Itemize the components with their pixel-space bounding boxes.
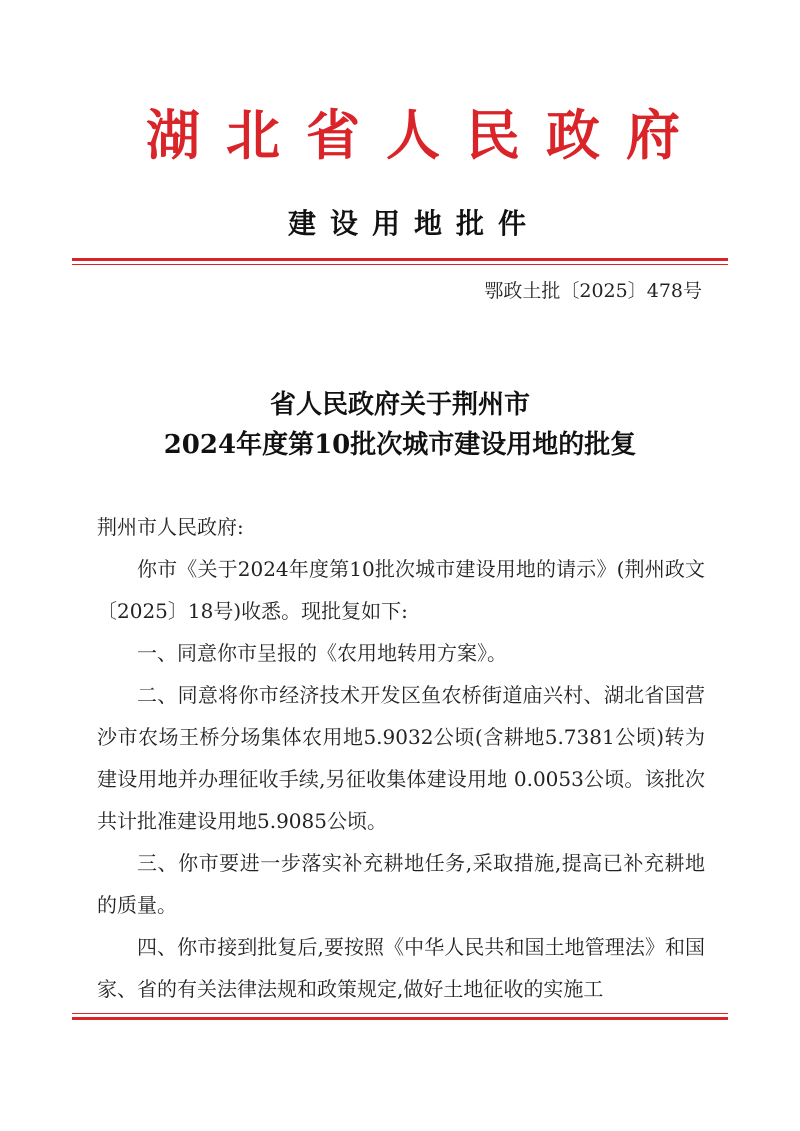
body-paragraph: 四、你市接到批复后,要按照《中华人民共和国土地管理法》和国家、省的有关法律法规和政策规定,做好土地征收的实施工 <box>97 935 705 1001</box>
addressee: 荆州市人民政府: <box>97 515 244 539</box>
footer-divider-thick <box>72 1017 728 1020</box>
body-paragraph: 一、同意你市呈报的《农用地转用方案》。 <box>137 641 507 665</box>
document-number: 鄂政土批〔2025〕478号 <box>484 280 702 302</box>
header-divider-thin <box>72 264 728 265</box>
document-title-line-2: 2024年度第10批次城市建设用地的批复 <box>163 430 637 460</box>
body-paragraph: 二、同意将你市经济技术开发区鱼农桥街道庙兴村、湖北省国营沙市农场王桥分场集体农用地5.9032公顷(含耕地5.7381公顷)转为建设用地并办理征收手续,另征收集体建设用地 0.0053公顷。该批次共计批准建设用地5.9085公顷。 <box>97 683 705 833</box>
issuing-authority-title: 湖北省人民政府 <box>146 103 706 167</box>
document-type-subtitle: 建设用地批件 <box>287 207 540 240</box>
body-paragraph: 三、你市要进一步落实补充耕地任务,采取措施,提高已补充耕地的质量。 <box>97 851 705 917</box>
footer-divider-thin <box>72 1013 728 1014</box>
document-body <box>97 506 705 1010</box>
body-paragraph: 你市《关于2024年度第10批次城市建设用地的请示》(荆州政文〔2025〕18号)收悉。现批复如下: <box>97 557 705 623</box>
header-divider-thick <box>72 258 728 261</box>
document-title-line-1: 省人民政府关于荆州市 <box>269 390 530 420</box>
